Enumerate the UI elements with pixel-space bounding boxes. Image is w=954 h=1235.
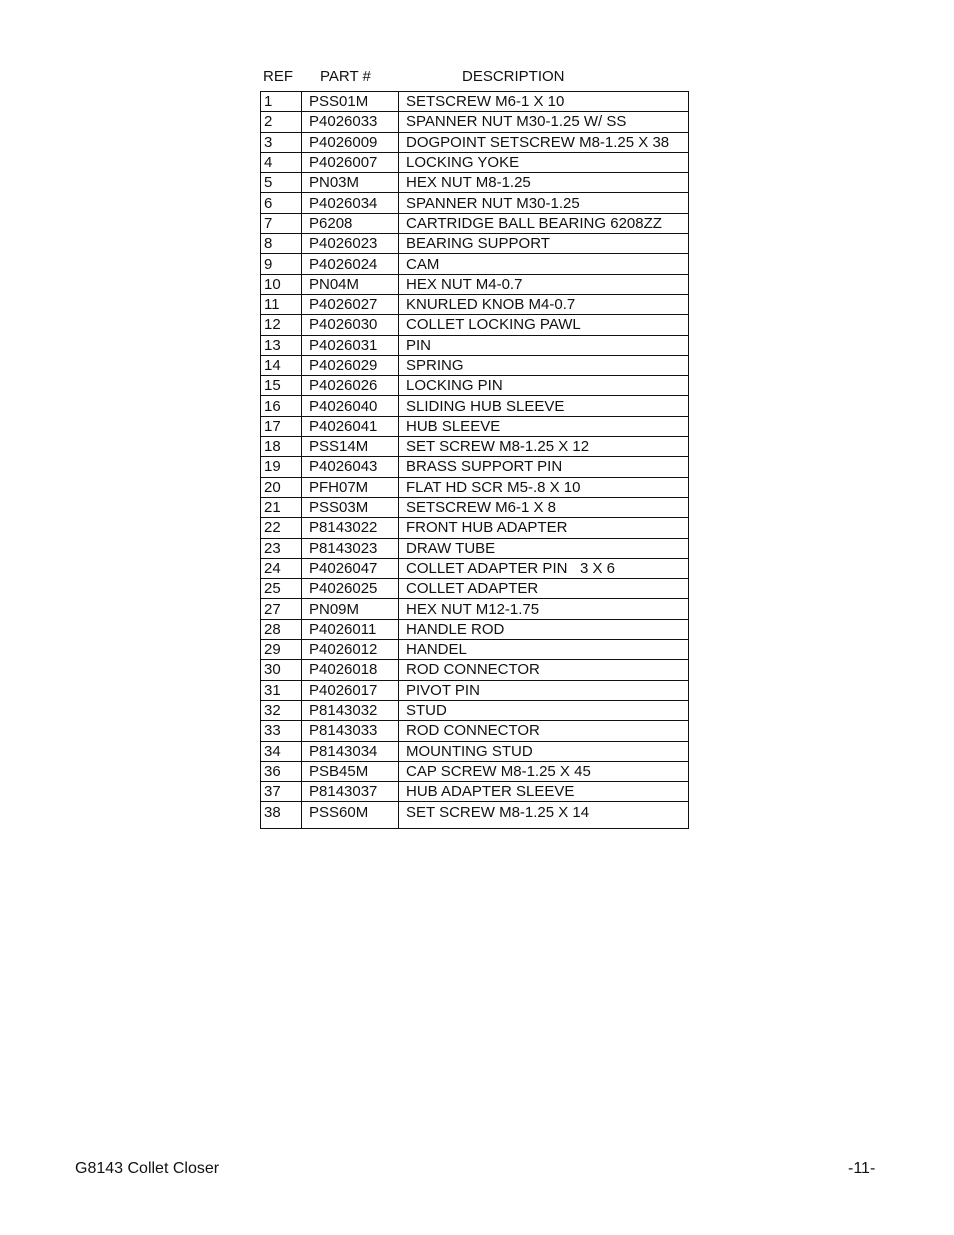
part-ref-cell: 36	[261, 761, 302, 781]
part-ref-cell: 29	[261, 640, 302, 660]
table-row	[261, 619, 689, 639]
part-ref-cell: 30	[261, 660, 302, 680]
part-ref-cell: 21	[261, 497, 302, 517]
part-ref-cell: 38	[261, 802, 302, 829]
table-row	[261, 721, 689, 741]
part-ref-cell: 31	[261, 680, 302, 700]
part-ref-cell: 33	[261, 721, 302, 741]
table-row	[261, 782, 689, 802]
table-row	[261, 518, 689, 538]
part-description-cell: HUB SLEEVE	[399, 416, 689, 436]
parts-table-header	[260, 68, 689, 88]
table-row	[261, 152, 689, 172]
part-description-cell: LOCKING PIN	[399, 376, 689, 396]
part-number-cell: PSS03M	[302, 497, 399, 517]
table-row	[261, 558, 689, 578]
part-description-cell: FRONT HUB ADAPTER	[399, 518, 689, 538]
part-number-cell: P8143037	[302, 782, 399, 802]
part-description-cell: SET SCREW M8-1.25 X 14	[399, 802, 689, 829]
part-ref-cell: 16	[261, 396, 302, 416]
table-row	[261, 335, 689, 355]
table-row	[261, 437, 689, 457]
part-number-cell: P4026041	[302, 416, 399, 436]
part-description-cell: COLLET ADAPTER PIN 3 X 6	[399, 558, 689, 578]
table-row	[261, 193, 689, 213]
part-ref-cell: 10	[261, 274, 302, 294]
part-number-cell: PSB45M	[302, 761, 399, 781]
part-number-cell: PN04M	[302, 274, 399, 294]
part-ref-cell: 32	[261, 700, 302, 720]
part-ref-cell: 25	[261, 579, 302, 599]
part-number-cell: P8143032	[302, 700, 399, 720]
part-number-cell: P4026043	[302, 457, 399, 477]
part-description-cell: DRAW TUBE	[399, 538, 689, 558]
part-number-cell: P4026047	[302, 558, 399, 578]
part-description-cell: ROD CONNECTOR	[399, 660, 689, 680]
part-ref-cell: 34	[261, 741, 302, 761]
part-number-cell: P4026031	[302, 335, 399, 355]
part-ref-cell: 13	[261, 335, 302, 355]
part-number-cell: P4026040	[302, 396, 399, 416]
part-number-cell: P4026007	[302, 152, 399, 172]
table-row	[261, 457, 689, 477]
part-number-cell: P8143034	[302, 741, 399, 761]
part-number-cell: P4026033	[302, 112, 399, 132]
part-ref-cell: 4	[261, 152, 302, 172]
part-description-cell: HANDEL	[399, 640, 689, 660]
part-ref-cell: 20	[261, 477, 302, 497]
part-description-cell: HANDLE ROD	[399, 619, 689, 639]
table-row	[261, 700, 689, 720]
part-description-cell: BRASS SUPPORT PIN	[399, 457, 689, 477]
table-row	[261, 660, 689, 680]
part-description-cell: PIVOT PIN	[399, 680, 689, 700]
part-number-cell: PFH07M	[302, 477, 399, 497]
part-description-cell: CAM	[399, 254, 689, 274]
part-description-cell: BEARING SUPPORT	[399, 234, 689, 254]
table-row	[261, 396, 689, 416]
part-description-cell: SET SCREW M8-1.25 X 12	[399, 437, 689, 457]
part-ref-cell: 24	[261, 558, 302, 578]
part-description-cell: SPRING	[399, 355, 689, 375]
part-number-cell: P4026026	[302, 376, 399, 396]
header-ref: REF	[263, 68, 293, 85]
table-row	[261, 477, 689, 497]
part-number-cell: PSS60M	[302, 802, 399, 829]
table-row	[261, 680, 689, 700]
parts-list-body	[261, 92, 689, 829]
part-ref-cell: 27	[261, 599, 302, 619]
part-ref-cell: 9	[261, 254, 302, 274]
part-description-cell: KNURLED KNOB M4-0.7	[399, 294, 689, 314]
part-description-cell: SETSCREW M6-1 X 10	[399, 92, 689, 112]
table-row	[261, 579, 689, 599]
part-number-cell: P8143023	[302, 538, 399, 558]
table-row	[261, 254, 689, 274]
table-row	[261, 538, 689, 558]
footer-document-title: G8143 Collet Closer	[75, 1160, 220, 1177]
table-row	[261, 315, 689, 335]
table-row	[261, 741, 689, 761]
part-number-cell: PN03M	[302, 173, 399, 193]
table-row	[261, 376, 689, 396]
part-ref-cell: 12	[261, 315, 302, 335]
part-ref-cell: 15	[261, 376, 302, 396]
table-row	[261, 294, 689, 314]
part-ref-cell: 17	[261, 416, 302, 436]
part-description-cell: STUD	[399, 700, 689, 720]
part-ref-cell: 3	[261, 132, 302, 152]
part-number-cell: P8143033	[302, 721, 399, 741]
table-row	[261, 112, 689, 132]
header-part-number: PART #	[320, 68, 371, 85]
part-ref-cell: 2	[261, 112, 302, 132]
part-ref-cell: 37	[261, 782, 302, 802]
part-number-cell: P4026018	[302, 660, 399, 680]
table-row	[261, 132, 689, 152]
part-ref-cell: 8	[261, 234, 302, 254]
header-description: DESCRIPTION	[462, 68, 565, 85]
part-ref-cell: 28	[261, 619, 302, 639]
table-row	[261, 355, 689, 375]
parts-list-table	[260, 91, 689, 829]
part-description-cell: HUB ADAPTER SLEEVE	[399, 782, 689, 802]
part-number-cell: P4026017	[302, 680, 399, 700]
part-number-cell: P4026012	[302, 640, 399, 660]
table-row	[261, 234, 689, 254]
part-number-cell: P4026034	[302, 193, 399, 213]
part-ref-cell: 6	[261, 193, 302, 213]
table-row	[261, 802, 689, 829]
table-row	[261, 761, 689, 781]
part-ref-cell: 7	[261, 213, 302, 233]
part-number-cell: P4026025	[302, 579, 399, 599]
table-row	[261, 92, 689, 112]
part-number-cell: PSS14M	[302, 437, 399, 457]
part-ref-cell: 23	[261, 538, 302, 558]
footer-page-number: -11-	[848, 1160, 876, 1177]
part-description-cell: LOCKING YOKE	[399, 152, 689, 172]
table-row	[261, 416, 689, 436]
part-number-cell: P4026023	[302, 234, 399, 254]
part-number-cell: PSS01M	[302, 92, 399, 112]
part-description-cell: HEX NUT M12-1.75	[399, 599, 689, 619]
table-row	[261, 173, 689, 193]
table-row	[261, 274, 689, 294]
part-description-cell: SETSCREW M6-1 X 8	[399, 497, 689, 517]
part-ref-cell: 1	[261, 92, 302, 112]
part-description-cell: SPANNER NUT M30-1.25 W/ SS	[399, 112, 689, 132]
part-number-cell: PN09M	[302, 599, 399, 619]
table-row	[261, 640, 689, 660]
part-description-cell: MOUNTING STUD	[399, 741, 689, 761]
part-ref-cell: 14	[261, 355, 302, 375]
table-row	[261, 497, 689, 517]
part-number-cell: P4026030	[302, 315, 399, 335]
part-description-cell: HEX NUT M8-1.25	[399, 173, 689, 193]
part-ref-cell: 22	[261, 518, 302, 538]
part-ref-cell: 18	[261, 437, 302, 457]
part-ref-cell: 11	[261, 294, 302, 314]
part-description-cell: SLIDING HUB SLEEVE	[399, 396, 689, 416]
part-description-cell: COLLET LOCKING PAWL	[399, 315, 689, 335]
part-description-cell: CARTRIDGE BALL BEARING 6208ZZ	[399, 213, 689, 233]
part-description-cell: PIN	[399, 335, 689, 355]
part-description-cell: ROD CONNECTOR	[399, 721, 689, 741]
part-number-cell: P8143022	[302, 518, 399, 538]
part-description-cell: DOGPOINT SETSCREW M8-1.25 X 38	[399, 132, 689, 152]
part-description-cell: COLLET ADAPTER	[399, 579, 689, 599]
part-description-cell: CAP SCREW M8-1.25 X 45	[399, 761, 689, 781]
part-number-cell: P4026024	[302, 254, 399, 274]
table-row	[261, 213, 689, 233]
table-row	[261, 599, 689, 619]
part-ref-cell: 5	[261, 173, 302, 193]
part-number-cell: P4026009	[302, 132, 399, 152]
part-number-cell: P6208	[302, 213, 399, 233]
part-description-cell: SPANNER NUT M30-1.25	[399, 193, 689, 213]
part-number-cell: P4026027	[302, 294, 399, 314]
part-description-cell: FLAT HD SCR M5-.8 X 10	[399, 477, 689, 497]
part-number-cell: P4026029	[302, 355, 399, 375]
part-description-cell: HEX NUT M4-0.7	[399, 274, 689, 294]
part-ref-cell: 19	[261, 457, 302, 477]
part-number-cell: P4026011	[302, 619, 399, 639]
